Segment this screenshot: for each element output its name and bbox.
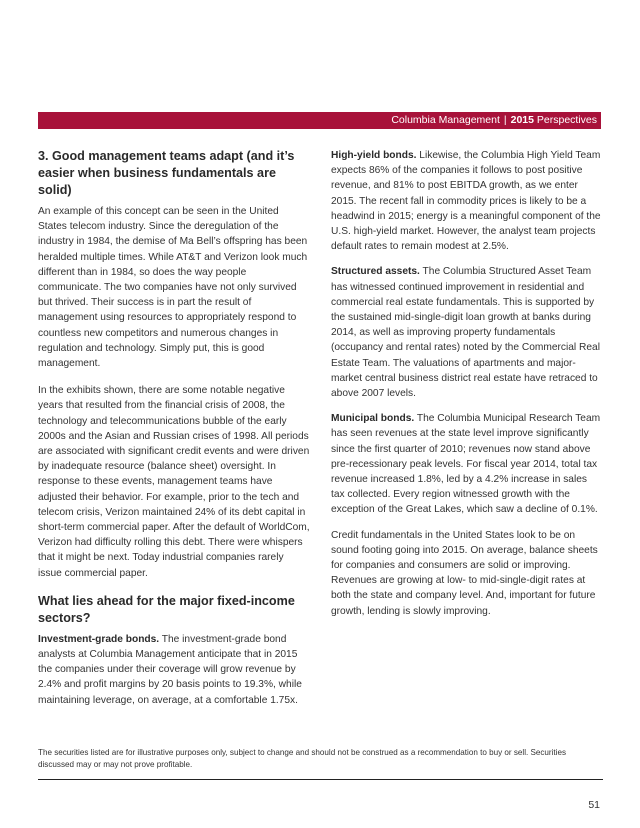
structured-assets-text: The Columbia Structured Asset Team has witnessed continued improvement in residential and commercial real estate fundamentals. This is supported by the sustained mid-single-digit loan growth at banks during 2014, as well as improving property fundamentals (occupancy and rental rates) noted by the Commercial Real Estate Team. The valuations of apartments and major-market central business district real estate have retraced to above 2007 levels.: [331, 266, 600, 400]
paragraph-investment-grade: [38, 632, 310, 708]
footer-disclaimer: The securities listed are for illustrative purposes only, subject to change and should not be construed as a recommendation to buy or sell. Securities discussed may or may not prove profitable.: [38, 748, 567, 769]
header-year: 2015: [510, 114, 534, 126]
high-yield-text: Likewise, the Columbia High Yield Team expects 86% of the companies it follows to post positive revenue, and 81% to post EBITDA growth, as we enter 2015. The recent fall in commodity prices is likely to be a headwind in 2015; energy is a meaningful component of the U.S. high-yield market. However, the analyst team projects default rates to remain modest at 2.5%.: [331, 150, 601, 253]
paragraph-structured-assets: [331, 264, 603, 401]
left-column: [38, 148, 310, 720]
paragraph-high-yield: [331, 148, 603, 254]
high-yield-lead: High-yield bonds.: [331, 150, 417, 161]
fixed-income-heading: What lies ahead for the major fixed-income sectors?: [38, 593, 295, 625]
municipal-bonds-text: The Columbia Municipal Research Team has seen revenues at the state level improve significantly since the first quarter of 2010; revenues now stand above pre-recessionary peak levels. For fiscal year 2014, total tax revenue increased 1.8%, led by a 4.2% increase in sales tax collected. Every region witnessed growth with the exception of the Great Lakes, which saw a decline of 0.1%.: [331, 413, 601, 516]
header-title: Perspectives: [536, 114, 597, 126]
section-heading: 3. Good management teams adapt (and it’s easier when business fundamentals are solid): [38, 149, 295, 197]
header-separator: |: [503, 114, 507, 126]
header-org: Columbia Management: [391, 114, 500, 126]
header-bar: [38, 112, 601, 129]
paragraph-municipal-bonds: [331, 411, 603, 517]
investment-grade-lead: Investment-grade bonds.: [38, 633, 160, 645]
paragraph-telecom-example: An example of this concept can be seen in the United States telecom industry. Since the deregulation of the industry in 1984, the demise of Ma Bell’s offspring has been heralded multiple times. While AT&T and Verizon look much different than in 1984, so does the way people communicate. The two companies have not only survived but thrived. Their success is in part the result of management using resources to appropriately respond to countless new competitors and numerous changes in regulation and technology. Simply put, this is good management.: [38, 206, 308, 370]
paragraph-closing: Credit fundamentals in the United States look to be on sound footing going into 2015. On average, balance sheets for companies and consumers are solid or improving. Revenues are growing at low- to mid-single-digit rates at both the state and company level. And, important for future growth, lending is slowly improving.: [331, 529, 598, 617]
structured-assets-lead: Structured assets.: [331, 266, 420, 278]
municipal-bonds-lead: Municipal bonds.: [331, 413, 415, 425]
right-column: [331, 148, 603, 631]
paragraph-exhibits: In the exhibits shown, there are some notable negative years that resulted from the financial crisis of 2008, the technology and telecommunications bubble of the early 2000s and the Asian and Russian crises of 1998. All periods are associated with significant credit events and were driven by inadequate resource (balance sheet) oversight. In response to these events, management teams have adjusted their behavior. For example, prior to the tech and telecom crisis, Verizon maintained 24% of its debt capital in short-term commercial paper. After the default of WorldCom, Verizon had difficulty rolling this debt. There were whispers that it might be next. Today industrial companies rarely issue commercial paper.: [38, 385, 310, 579]
page-number: 51: [588, 799, 600, 811]
footer-divider: [38, 779, 603, 780]
investment-grade-text: The investment-grade bond analysts at Columbia Management anticipate that in 2015 the companies under their coverage will grow revenue by 2.4% and profit margins by 20 basis points to 19.3%, while maintaining leverage, on average, at a comfortable 1.75x.: [38, 633, 302, 706]
